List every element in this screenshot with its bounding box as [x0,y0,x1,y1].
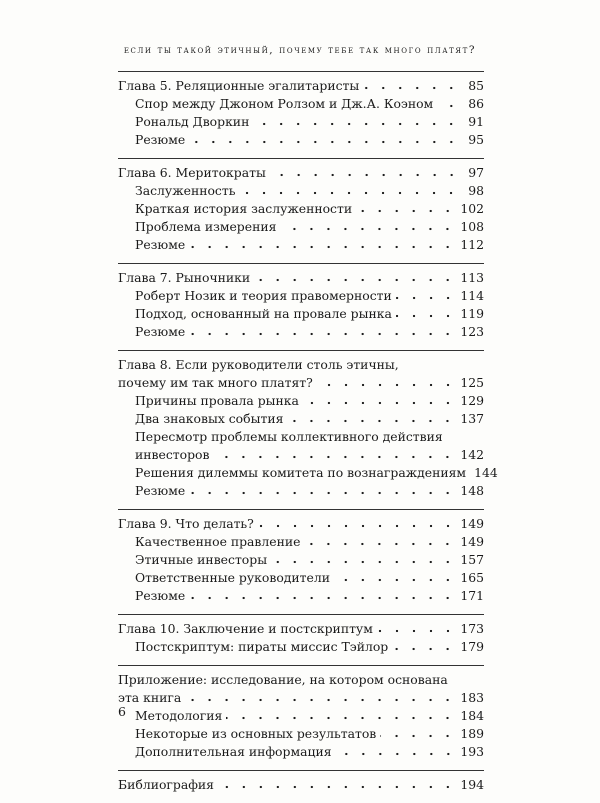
dot-leader [380,733,456,739]
toc-entry-page: 129 [460,393,484,408]
dot-leader [271,559,456,565]
toc-entry-page: 113 [460,270,484,285]
toc-entry-subsection[interactable] [118,569,484,587]
toc-entry-page: 86 [468,96,484,111]
toc-entry-page: 179 [460,639,484,654]
toc-entry-page: 184 [460,708,484,723]
toc-entry-subsection[interactable] [118,551,484,569]
toc-entry-subsection[interactable] [118,743,484,761]
dot-leader [189,331,456,337]
toc-entry-subsection[interactable] [118,464,498,482]
toc-entry-title: Резюме [135,324,186,339]
toc-entry-subsection-line1[interactable] [118,428,484,446]
toc-entry-chapter[interactable] [118,515,484,533]
toc-entry-title: Два знаковых события [135,411,284,426]
dot-leader [189,490,456,496]
dot-leader [334,577,456,583]
toc-entry-chapter[interactable] [118,77,484,95]
dot-leader [377,628,456,634]
toc-entry-page: 144 [474,465,498,480]
toc-entry-page: 183 [460,690,484,705]
toc-entry-subsection[interactable] [118,392,484,410]
toc-entry-title: инвесторов [135,447,210,462]
toc-entry-subsection[interactable] [118,131,484,149]
toc-entry-page: 142 [460,447,484,462]
dot-leader [258,523,457,529]
toc-entry-page: 137 [460,411,484,426]
toc-entry-page: 85 [468,78,484,93]
toc-entry-subsection[interactable] [118,725,484,743]
toc-entry-page: 165 [460,570,484,585]
toc-entry-page: 148 [460,483,484,498]
toc-entry-page: 123 [460,324,484,339]
toc-section-chapter-10 [118,614,484,665]
toc-section-chapter-6 [118,158,484,263]
toc-entry-subsection[interactable] [118,410,484,428]
toc-entry-subsection[interactable] [118,323,484,341]
dot-leader [287,418,456,424]
toc-entry-page: 112 [460,237,484,252]
toc-entry-subsection[interactable] [118,218,484,236]
toc-entry-title: почему им так много платят? [118,375,313,390]
toc-entry-chapter[interactable] [118,374,484,392]
toc-entry-title: Резюме [135,237,186,252]
toc-entry-title: Причины провала рынка [135,393,299,408]
dot-leader [363,85,460,91]
toc-entry-title: Постскриптум: пираты миссис Тэйлор [135,639,389,654]
toc-entry-subsection[interactable] [118,287,484,305]
dot-leader [317,382,457,388]
dot-leader [218,784,456,790]
toc-entry-title: Качественное правление [135,534,301,549]
toc-entry-subsection[interactable] [118,236,484,254]
toc-entry-subsection[interactable] [118,305,484,323]
toc-section-bibliography [118,770,484,803]
toc-entry-page: 98 [468,183,484,198]
dot-leader [189,595,456,601]
toc-entry-title: эта книга [118,690,182,705]
toc-entry-title: Глава 9. Что делать? [118,516,254,531]
toc-entry-title: Глава 5. Реляционные эгалитаристы [118,78,360,93]
toc-section-chapter-7 [118,263,484,350]
dot-leader [392,646,456,652]
toc-entry-page: 102 [460,201,484,216]
toc-entry-title: Глава 10. Заключение и постскриптум [118,621,373,636]
toc-entry-subsection[interactable] [118,182,484,200]
toc-section-chapter-5 [118,71,484,158]
toc-entry-title: Пересмотр проблемы коллективного действия [135,429,443,444]
dot-leader [189,139,460,145]
toc-entry-title: Библиография [118,777,214,792]
toc-entry-subsection[interactable] [118,95,484,113]
toc-entry-subsection[interactable] [118,638,484,656]
toc-entry-page: 173 [460,621,484,636]
toc-entry-title: Резюме [135,588,186,603]
toc-entry-subsection[interactable] [118,707,484,725]
toc-entry-page: 119 [460,306,484,321]
dot-leader [185,697,456,703]
dot-leader [336,751,457,757]
toc-entry-page: 193 [460,744,484,759]
toc-entry-page: 194 [460,777,484,792]
toc-entry-title: Приложение: исследование, на котором основана [118,672,448,687]
toc-entry-title: Дополнительная информация [135,744,332,759]
toc-entry-chapter[interactable] [118,164,484,182]
toc-entry-title: Глава 8. Если руководители столь этичны, [118,357,399,372]
dot-leader [280,226,456,232]
toc-entry-page: 189 [460,726,484,741]
page-number: 6 [118,704,126,719]
dot-leader [437,103,460,109]
toc-entry-subsection[interactable] [118,446,484,464]
toc-entry-title: Резюме [135,132,186,147]
toc-entry-subsection[interactable] [118,587,484,605]
toc-entry-subsection[interactable] [118,482,484,500]
dot-leader [226,715,456,721]
dot-leader [239,190,460,196]
toc-entry-title: Некоторые из основных результатов [135,726,377,741]
toc-entry-title: Резюме [135,483,186,498]
toc-entry-title: Подход, основанный на провале рынка [135,306,392,321]
dot-leader [356,208,456,214]
toc-entry-title: Краткая история заслуженности [135,201,353,216]
dot-leader [189,244,456,250]
dot-leader [304,541,456,547]
toc-entry-chapter[interactable] [118,776,484,794]
toc-entry-title: Проблема измерения [135,219,277,234]
dot-leader [254,277,456,283]
toc-entry-title: Методология [135,708,223,723]
toc-entry-page: 125 [460,375,484,390]
dot-leader [396,295,457,301]
toc-entry-chapter[interactable] [118,689,484,707]
dot-leader [253,121,460,127]
toc-entry-subsection[interactable] [118,533,484,551]
toc-entry-title: Решения дилеммы комитета по вознаграждениям [135,465,467,480]
toc-section-chapter-8 [118,350,498,509]
toc-entry-page: 171 [460,588,484,603]
dot-leader [396,313,457,319]
toc-entry-chapter[interactable] [118,269,484,287]
toc-section-appendix [118,665,484,770]
toc-entry-title: Этичные инвесторы [135,552,268,567]
dot-leader [213,454,456,460]
toc-section-chapter-9 [118,509,484,614]
toc-entry-subsection[interactable] [118,200,484,218]
toc-entry-page: 149 [460,516,484,531]
toc-entry-title: Глава 7. Рыночники [118,270,251,285]
toc-entry-page: 97 [468,165,484,180]
toc-entry-page: 114 [460,288,484,303]
table-of-contents [118,71,498,803]
toc-entry-page: 91 [468,114,484,129]
toc-entry-page: 95 [468,132,484,147]
toc-entry-title: Роберт Нозик и теория правомерности [135,288,392,303]
toc-entry-page: 157 [460,552,484,567]
toc-entry-title: Глава 6. Меритократы [118,165,266,180]
toc-entry-page: 149 [460,534,484,549]
toc-entry-title: Рональд Дворкин [135,114,250,129]
dot-leader [303,400,456,406]
running-head: если ты такой этичный, почему тебе так много платят? [123,44,477,56]
toc-entry-chapter-line1[interactable] [118,356,484,374]
toc-entry-title: Ответственные руководители [135,570,330,585]
toc-entry-title: Заслуженность [135,183,236,198]
toc-entry-chapter[interactable] [118,620,484,638]
toc-entry-chapter-line1[interactable] [118,671,484,689]
toc-entry-title: Спор между Джоном Ролзом и Дж.А. Коэном [135,96,434,111]
dot-leader [270,172,460,178]
toc-entry-subsection[interactable] [118,113,484,131]
toc-entry-page: 108 [460,219,484,234]
